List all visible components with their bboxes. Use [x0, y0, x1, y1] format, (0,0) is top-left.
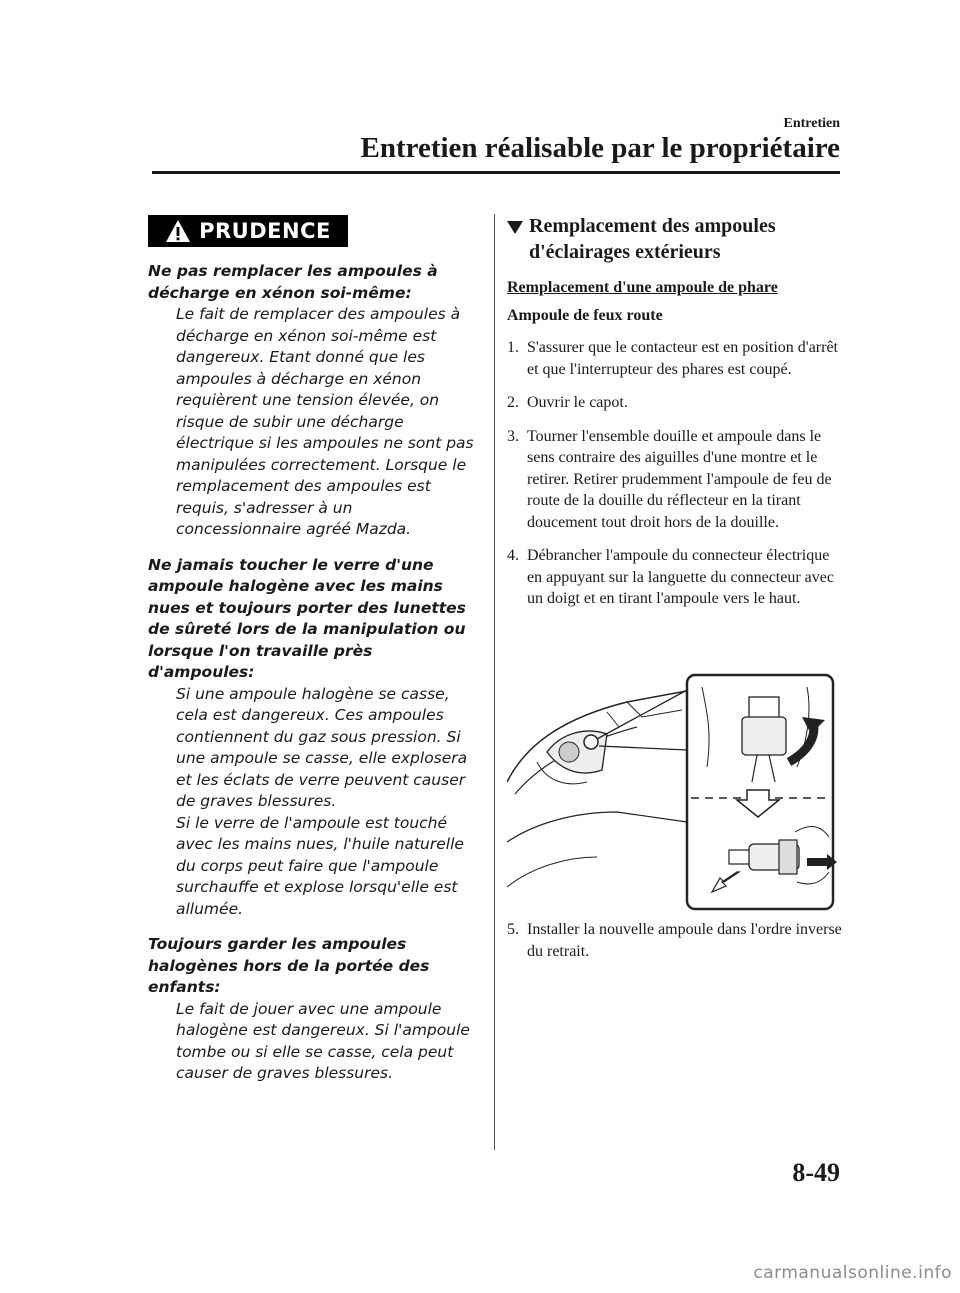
caution-column: [148, 215, 478, 1085]
step-number: 4.: [507, 547, 519, 564]
section-heading-text: Remplacement des ampoules d'éclairages extérieurs: [529, 215, 776, 263]
warning-heading: Toujours garder les ampoules halogènes hors de la portée des enfants:: [148, 935, 430, 996]
subheading: Remplacement d'une ampoule de phare: [507, 279, 778, 296]
watermark: carmanualsonline.info: [753, 1263, 952, 1283]
warning-heading: Ne jamais toucher le verre d'une ampoule halogène avec les mains nues et toujours porter des lunettes de sûreté lors de la manipulation ou lorsque l'on travaille près d'ampoules:: [148, 555, 466, 681]
step-item: [507, 545, 847, 610]
step-number: 3.: [507, 427, 519, 445]
step-text: S'assurer que le contacteur est en position d'arrêt et que l'interrupteur des phares est coupé.: [527, 339, 838, 378]
page-number: 8-49: [792, 1158, 840, 1187]
step-text: Installer la nouvelle ampoule dans l'ordre inverse du retrait.: [527, 921, 842, 960]
warning-body: Le fait de remplacer des ampoules à décharge en xénon soi-même est dangereux. Etant donné que les ampoules à décharge en xénon requièrent une tension élevée, on risque de subir une décharge électrique si les ampoules ne sont pas manipulées correctement. Lorsque le remplacement des ampoules est requis, s'adresser à un concessionnaire agréé Mazda.: [176, 305, 474, 538]
header-divider: [152, 171, 840, 174]
step-number: 1.: [507, 339, 519, 356]
warning-body: Le fait de jouer avec une ampoule halogène est dangereux. Si l'ampoule tombe ou si elle se casse, cela peut causer de graves blessures.: [176, 999, 470, 1082]
step-item: [507, 426, 847, 534]
triangle-bullet-icon: [507, 221, 523, 234]
warning-item: [148, 261, 478, 541]
bulb-title: Ampoule de feux route: [507, 307, 663, 324]
step-text: Ouvrir le capot.: [527, 394, 628, 411]
column-divider: [494, 214, 495, 1150]
section-heading: [507, 213, 847, 265]
warning-item: [148, 934, 478, 1085]
step-number: 5.: [507, 921, 519, 938]
steps-list: [507, 337, 847, 610]
step-item: [507, 392, 847, 414]
step-number: 2.: [507, 394, 519, 411]
caution-label: PRUDENCE: [199, 219, 331, 243]
warning-body-continued: Si le verre de l'ampoule est touché avec les mains nues, l'huile naturelle du corps peut faire que l'ampoule surchauffe et explose lorsqu'elle est allumée.: [176, 813, 464, 918]
warning-body: Si une ampoule halogène se casse, cela est dangereux. Ces ampoules contiennent du gaz sous pression. Si une ampoule se casse, elle explosera et les éclats de verre peuvent causer de graves blessures.: [176, 684, 468, 810]
procedure-column: [507, 213, 847, 622]
caution-banner: [148, 215, 348, 247]
warning-triangle-icon: [165, 219, 191, 243]
step-item: [507, 919, 847, 974]
headlight-bulb-removal-illustration: [507, 672, 837, 912]
warning-heading: Ne pas remplacer les ampoules à décharge en xénon soi-même:: [148, 262, 438, 302]
step-item: [507, 337, 847, 380]
warning-item: [148, 555, 478, 921]
step-text: Tourner l'ensemble douille et ampoule dans le sens contraire des aiguilles d'une montre et le retirer. Retirer prudemment l'ampoule de feu de route de la douille du réflecteur en la tirant doucement tout droit hors de la douille.: [527, 427, 832, 531]
step-text: Débrancher l'ampoule du connecteur électrique en appuyant sur la languette du connecteur avec un doigt et en tirant l'ampoule vers le haut.: [527, 547, 834, 607]
page-title: Entretien réalisable par le propriétaire: [360, 132, 840, 164]
header-section-label: Entretien: [783, 116, 840, 131]
